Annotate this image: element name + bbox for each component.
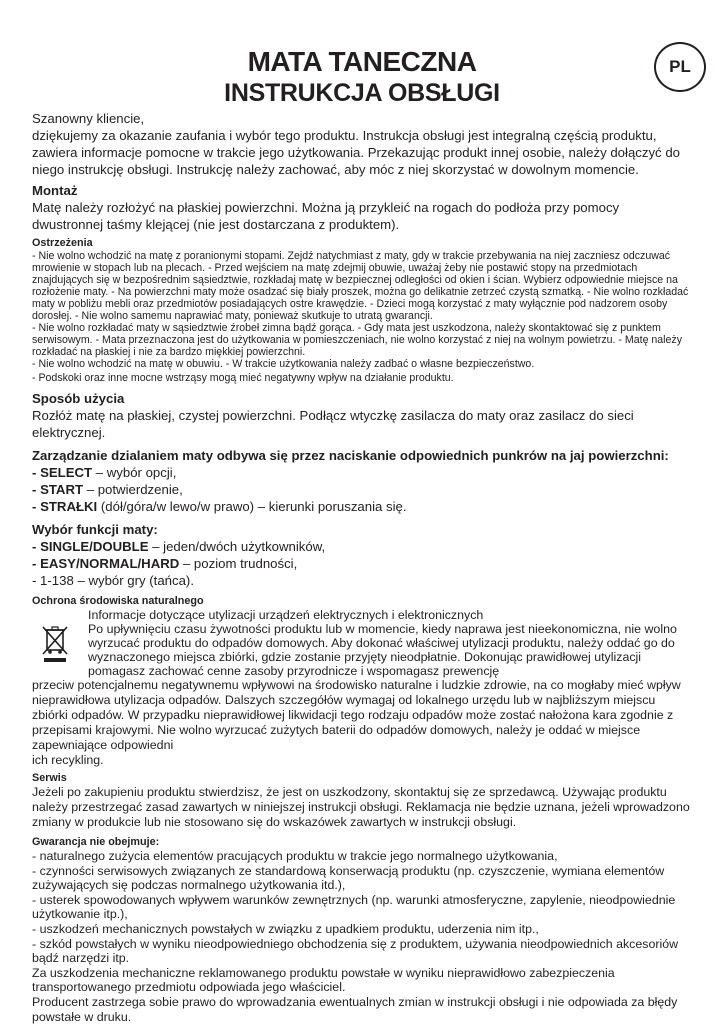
wybor-item-last: - 1-138 – wybór gry (tańca). <box>32 573 194 588</box>
zarzadzanie-item: - STRAŁKI (dół/góra/w lewo/w prawo) – kierunki poruszania się. <box>32 499 407 514</box>
doc-subtitle: INSTRUKCJA OBSŁUGI <box>224 79 500 107</box>
weee-text-body: Po upływnięciu czasu żywotności produktu lub w momencie, kiedy naprawa jest nieekonomiczna, nie wolno wyrzucać produktu do odpadów domowych. Aby dokonać właściwej utylizacji produktu, należy oddać go do wyznaczonego miejsca zbiórki, gdzie zostanie przyjęty nieodpłatnie. Dokonując prawidłowej utylizacji pomagasz zachować cenne zasoby przyrodnicze i wspomagasz prewencję <box>88 622 677 678</box>
weee-text <box>88 608 692 678</box>
ostrzezenia-heading: Ostrzeżenia <box>32 237 93 249</box>
function-key: SINGLE/DOUBLE <box>40 539 149 554</box>
control-key: SELECT <box>40 465 93 480</box>
ostrzezenia-text-1: - Nie wolno wchodzić na matę z poranionymi stopami. Zejdź natychmiast z maty, gdy w trakcie przebywania na niej zaczniesz odczuwać mrowienie w stopach lub na plecach. - Przed wejściem na matę zdejmij obuwie, uważaj żeby nie postawić stopy na przedmiotach znajdujących się w bezpośrednim sąsiedztwie, rozkładaj matę w bezpiecznej odległości od okien i ścian. Wybierz odpowiednie miejsce na rozłożenie maty. - Na powierzchni maty może osadzać się biały proszek, można go delikatnie zetrzeć czystą szmatką. - Nie wolno rozkładać maty w pobliżu mebli oraz przedmiotów posiadających ostre krawędzie. - Dzieci mogą korzystać z maty wyłącznie pod nadzorem osoby dorosłej. - Nie wolno samemu naprawiać maty, ponieważ skutkuje to utratą gwarancji. <box>32 250 689 322</box>
language-badge: PL <box>654 42 706 92</box>
wybor-item: - SINGLE/DOUBLE – jeden/dwóch użytkowników, <box>32 539 326 554</box>
sposob-text: Rozłóż matę na płaskiej, czystej powierzchni. Podłącz wtyczkę zasilacza do maty oraz zasilacz do sieci elektrycznej. <box>32 408 634 440</box>
gwarancja-item: - uszkodzeń mechanicznych powstałych w związku z upadkiem produktu, uderzenia nim itp., <box>32 921 539 936</box>
serwis-text: Jeżeli po zakupieniu produktu stwierdzisz, że jest on uszkodzony, skontaktuj się ze sprzedawcą. Używając produktu należy przestrzegać zasad zawartych w niniejszej instrukcji obsługi. Reklamacja nie będzie uznana, jeżeli wprowadzono zmiany w produkcie lub nie stosowano się do wskazówek zawartych w instrukcji obsługi. <box>32 785 690 829</box>
intro-text: dziękujemy za okazanie zaufania i wybór tego produktu. Instrukcja obsługi jest integralną częścią produktu, zawiera informacje pomocne w trakcie jego użytkowania. Przekazując produkt innej osobie, należy dołączyć do niego instrukcję obsługi. Instrukcję należy zachować, aby móc z niej skorzystać w dowolnym momencie. <box>32 128 680 177</box>
gwarancja-item: - szkód powstałych w wyniku nieodpowiedniego obchodzenia się z produktem, używania nieodpowiednich akcesoriów bądź narzędzi itp. <box>32 936 679 966</box>
ochrona-tail: ich recykling. <box>32 753 104 767</box>
wybor-heading: Wybór funkcji maty: <box>32 522 158 537</box>
gwarancja-item: - naturalnego zużycia elementów pracujących produktu w trakcie jego normalnego użytkowania, <box>32 849 558 863</box>
weee-line-1: Informacje dotyczące utylizacji urządzeń elektrycznych i elektronicznych <box>88 608 484 622</box>
title-block <box>32 46 692 108</box>
zarzadzanie-item: - START – potwierdzenie, <box>32 482 183 497</box>
gwarancja-closing-2: Producent zastrzega sobie prawo do wprowadzania ewentualnych zmian w instrukcji obsługi i nie odpowiada za błędy powstałe w druku. <box>32 994 678 1024</box>
ostrzezenia-text-3: - Nie wolno wchodzić na matę w obuwiu. - W trakcie użytkowania należy zadbać o własne bezpieczeństwo. <box>32 358 535 370</box>
ostrzezenia-text-2: - Nie wolno rozkładać maty w sąsiedztwie źrobeł zimna bądź gorąca. - Gdy mata jest uszkodzona, należy skontaktować się z punktem serwisowym. - Mata przeznaczona jest do użytkowania w pomieszczeniach, nie wolno korzystać z niej na wolnym powietrzu. - Matę należy rozkładać na płaskiej i nie za bardzo miękkiej powierzchni. <box>32 322 683 358</box>
control-key: START <box>40 482 84 497</box>
gwarancja-closing-1: Za uszkodzenia mechaniczne reklamowanego produktu powstałe w wyniku nieprawidłowo zabezpieczenia transportowanego przedmiotu odpowiada jego właściciel. <box>32 965 615 995</box>
crossed-bin-icon <box>40 624 70 664</box>
montaz-heading: Montaż <box>32 183 78 198</box>
ostrzezenia-text-4: - Podskoki oraz inne mocne wstrząsy mogą mieć negatywny wpływ na działanie produktu. <box>32 372 454 384</box>
serwis-heading: Serwis <box>32 772 67 784</box>
sposob-heading: Sposób użycia <box>32 391 125 406</box>
gwarancja-item: - czynności serwisowych związanych ze standardową konserwacją produktu (np. czyszczenie, wymiana elementów zużywających się podczas normalnego użytkowania itd.), <box>32 863 665 893</box>
ochrona-heading: Ochrona środowiska naturalnego <box>32 595 204 607</box>
zarzadzanie-item: - SELECT – wybór opcji, <box>32 465 177 480</box>
control-key: STRAŁKI <box>40 499 98 514</box>
weee-block <box>32 608 692 678</box>
montaz-text: Matę należy rozłożyć na płaskiej powierzchni. Można ją przykleić na rogach do podłoża przy pomocy dwustronnej taśmy klejącej (nie jest dostarczana z produktem). <box>32 200 620 232</box>
wybor-item: - EASY/NORMAL/HARD – poziom trudności, <box>32 556 298 571</box>
document-body <box>32 110 692 1024</box>
gwarancja-item: - usterek spowodowanych wpływem warunków zewnętrznych (np. warunki atmosferyczne, zapylenie, nieodpowiednie użytkowanie itp.), <box>32 892 676 922</box>
function-key: EASY/NORMAL/HARD <box>40 556 180 571</box>
doc-title: MATA TANECZNA <box>247 46 477 77</box>
zarzadzanie-heading: Zarządzanie dzialaniem maty odbywa się przez naciskanie odpowiednich punkrów na jaj powierzchni: <box>32 448 669 463</box>
gwarancja-heading: Gwarancja nie obejmuje: <box>32 836 160 848</box>
intro-greeting: Szanowny kliencie, <box>32 111 145 126</box>
ochrona-continued: przeciw potencjalnemu negatywnemu wpływowi na środowisko naturalne i ludzkie zdrowie, na co mogłaby mieć wpływ nieprawidłowa utylizacja odpadów. Dalszych szczegółów wymagaj od lokalnego urzędu lub w najbliższym miejscu zbiórki odpadów. W przypadku nieprawidłowej likwidacji tego rodzaju odpadów może zostać nałożona kara zgodnie z przepisami krajowymi. Nie wolno wyrzucać zużytych baterii do odpadów domowych, należy je oddać w miejsce zapewniające odpowiedni <box>32 678 681 752</box>
